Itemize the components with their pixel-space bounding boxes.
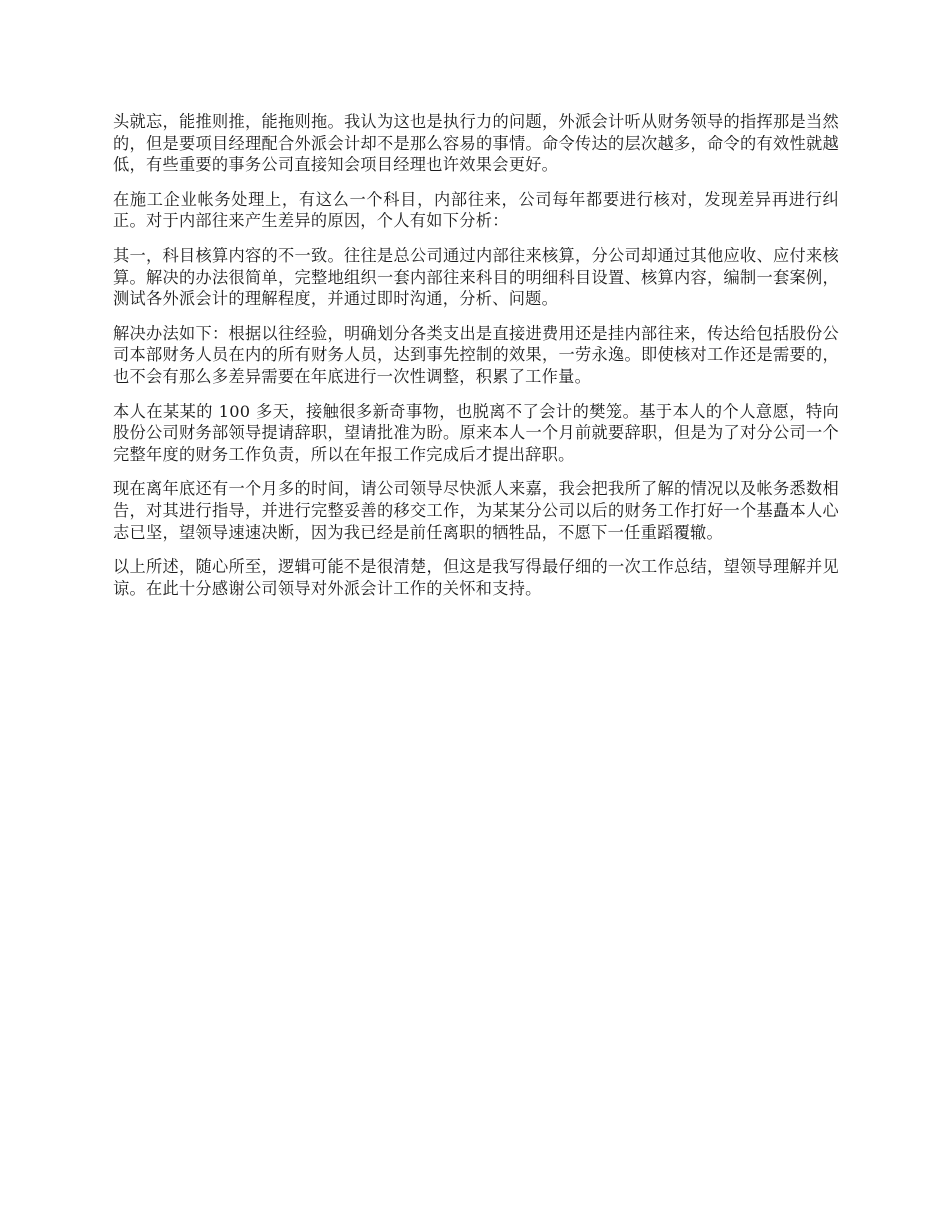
paragraph-5: 本人在某某的 100 多天，接触很多新奇事物，也脱离不了会计的樊笼。基于本人的个人意愿，特向股份公司财务部领导提请辞职，望请批准为盼。原来本人一个月前就要辞职，但是为了对分公司一个完整年度的财务工作负责，所以在年报工作完成后才提出辞职。 [113,401,839,464]
paragraph-3: 其一，科目核算内容的不一致。往往是总公司通过内部往来核算，分公司却通过其他应收、应付来核算。解决的办法很简单，完整地组织一套内部往来科目的明细科目设置、核算内容，编制一套案例，测试各外派会计的理解程度，并通过即时沟通，分析、问题。 [113,245,839,309]
paragraph-1: 头就忘，能推则推，能拖则拖。我认为这也是执行力的问题，外派会计听从财务领导的指挥那是当然的，但是要项目经理配合外派会计却不是那么容易的事情。命令传达的层次越多，命令的有效性就越低，有些重要的事务公司直接知会项目经理也许效果会更好。 [113,112,839,175]
document-page [113,111,839,612]
paragraph-2: 在施工企业帐务处理上，有这么一个科目，内部往来，公司每年都要进行核对，发现差异再进行纠正。对于内部往来产生差异的原因，个人有如下分析： [113,189,839,231]
paragraph-4: 解决办法如下：根据以往经验，明确划分各类支出是直接进费用还是挂内部往来，传达给包括股份公司本部财务人员在内的所有财务人员，达到事先控制的效果，一劳永逸。即使核对工作还是需要的，也不会有那么多差异需要在年底进行一次性调整，积累了工作量。 [113,323,839,386]
paragraph-6: 现在离年底还有一个月多的时间，请公司领导尽快派人来嘉，我会把我所了解的情况以及帐务悉数相告，对其进行指导，并进行完整妥善的移交工作，为某某分公司以后的财务工作打好一个基矗本人心志已坚，望领导速速决断，因为我已经是前任离职的牺牲品，不愿下一任重蹈覆辙。 [113,479,839,542]
paragraph-7: 以上所述，随心所至，逻辑可能不是很清楚，但这是我写得最仔细的一次工作总结，望领导理解并见谅。在此十分感谢公司领导对外派会计工作的关怀和支持。 [113,557,839,598]
